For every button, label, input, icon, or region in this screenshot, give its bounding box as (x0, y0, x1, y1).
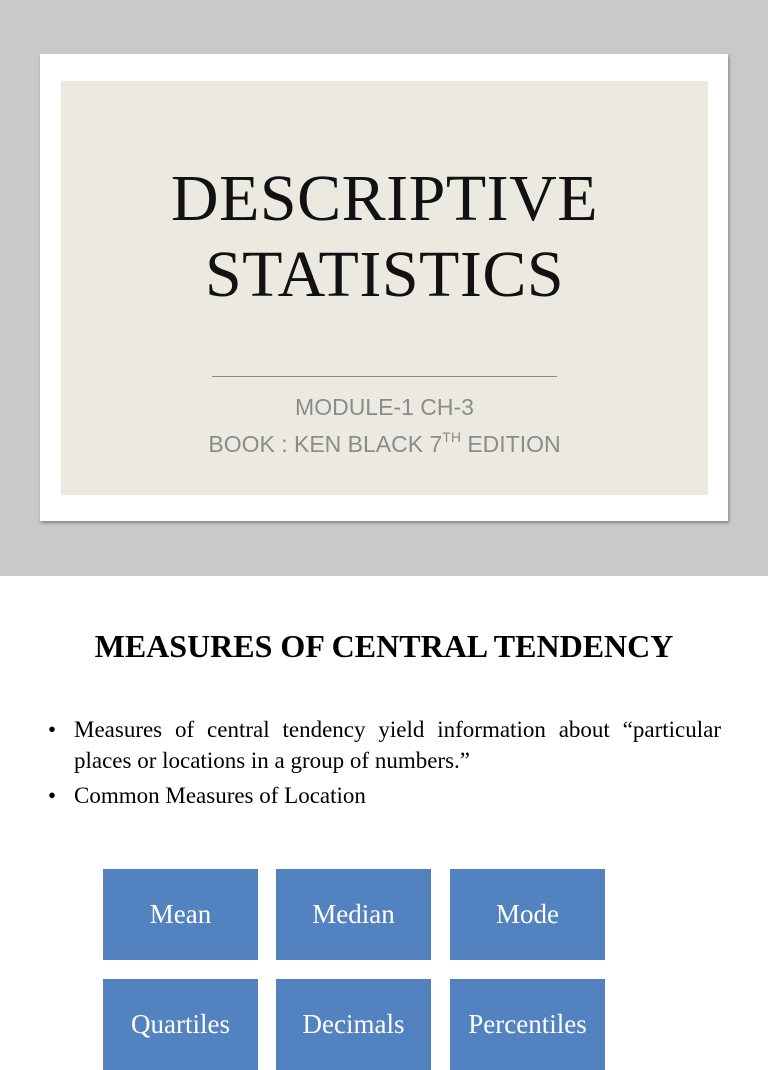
title-line-1: DESCRIPTIVE (170, 162, 599, 235)
edition-superscript: TH (442, 429, 461, 445)
slide-title (61, 161, 708, 313)
bullet-marker: • (48, 717, 57, 742)
subtitle-line-1: MODULE-1 CH-3 (295, 394, 474, 420)
measure-box-mean: Mean (103, 869, 258, 960)
list-item (48, 714, 721, 776)
slide-heading: MEASURES OF CENTRAL TENDENCY (94, 628, 674, 664)
subtitle-line-2 (61, 426, 708, 463)
bullet-marker: • (48, 783, 57, 808)
subtitle-book-text: BOOK : KEN BLACK 7 (208, 431, 443, 457)
measure-box-decimals: Decimals (276, 979, 431, 1070)
measure-box-median: Median (276, 869, 431, 960)
divider-line (212, 376, 557, 377)
title-line-2: STATISTICS (204, 238, 565, 311)
bullet-text: Common Measures of Location (74, 783, 366, 808)
list-item (48, 780, 721, 811)
measure-box-mode: Mode (450, 869, 605, 960)
bullet-text: Measures of central tendency yield information about “particular places or locations in a group of numbers.” (74, 717, 721, 773)
bullet-list (48, 714, 721, 815)
subtitle-edition-text: EDITION (460, 431, 561, 457)
slide-subtitle (61, 389, 708, 463)
title-panel (61, 81, 708, 495)
measure-box-quartiles: Quartiles (103, 979, 258, 1070)
title-card (40, 54, 728, 521)
content-slide (0, 576, 768, 1039)
measure-box-percentiles: Percentiles (450, 979, 605, 1070)
